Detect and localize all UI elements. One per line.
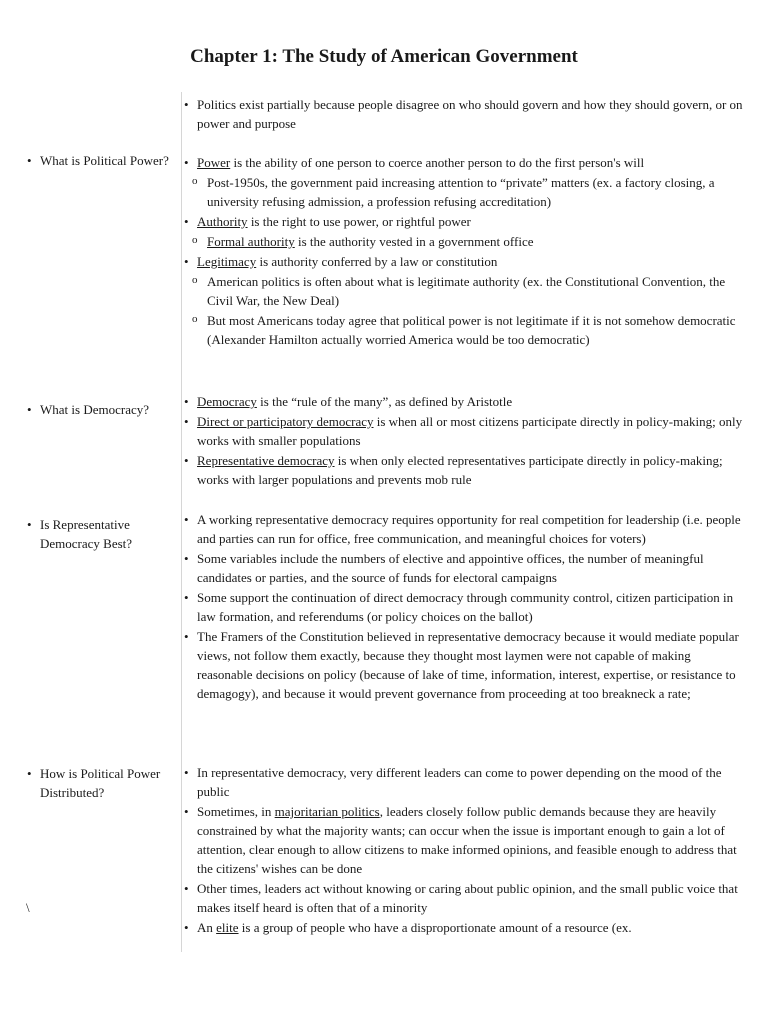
bullet: • The Framers of the Constitution believed in representative democracy because it would mediate popular views, not follow them exactly, because they thought most laymen were not capable of making reasonable decisions on policy (because of lake of time, information, interest, expertise, or resistance to demagogy), and because it would prevent governance from proceeding at too breakneck a rate; <box>183 627 743 703</box>
page-title: Chapter 1: The Study of American Government <box>190 46 578 67</box>
question-political-power: • What is Political Power? <box>26 151 176 170</box>
margin-mark: \ <box>26 900 30 915</box>
bullet: • Politics exist partially because people disagree on who should govern and how they should govern, or on power and purpose <box>183 95 743 133</box>
bullet: • In representative democracy, very different leaders can come to power depending on the mood of the public <box>183 763 743 801</box>
notes-section-intro <box>183 95 743 134</box>
sub-bullet: o Formal authority is the authority vested in a government office <box>183 232 743 251</box>
bullet: • Democracy is the “rule of the many”, as defined by Aristotle <box>183 392 743 411</box>
sub-bullet: o American politics is often about what is legitimate authority (ex. the Constitutional Convention, the Civil War, the New Deal) <box>183 272 743 310</box>
question-democracy: • What is Democracy? <box>26 400 176 419</box>
term-democracy: Democracy <box>197 394 257 409</box>
bullet: • Other times, leaders act without knowing or caring about public opinion, and the small public voice that makes itself heard is often that of a minority <box>183 879 743 917</box>
bullet: • An elite is a group of people who have a disproportionate amount of a resource (ex. <box>183 918 743 937</box>
bullet: • Some support the continuation of direct democracy through community control, citizen participation in law formation, and referendums (or policy choices on the ballot) <box>183 588 743 626</box>
sub-bullet: o Post-1950s, the government paid increasing attention to “private” matters (ex. a factory closing, a university refusing admission, a profession refusing accreditation) <box>183 173 743 211</box>
term-legitimacy: Legitimacy <box>197 254 257 269</box>
term-representative-democracy: Representative democracy <box>197 453 335 468</box>
bullet: • Legitimacy is authority conferred by a law or constitution <box>183 252 743 271</box>
column-divider <box>181 92 182 952</box>
bullet: • Authority is the right to use power, or rightful power <box>183 212 743 231</box>
bullet: • Some variables include the numbers of elective and appointive offices, the number of meaningful candidates or parties, and the source of funds for electoral campaigns <box>183 549 743 587</box>
term-majoritarian-politics: majoritarian politics <box>274 804 380 819</box>
bullet: • A working representative democracy requires opportunity for real competition for leadership (i.e. people and parties can run for office, free communication, and meaningful choices for voters) <box>183 510 743 548</box>
notes-section-representative-democracy <box>183 510 743 704</box>
notes-section-democracy <box>183 392 743 490</box>
term-formal-authority: Formal authority <box>207 234 295 249</box>
bullet: • Sometimes, in majoritarian politics, leaders closely follow public demands because they are heavily constrained by what the majority wants; can occur when the issue is important enough to gain a lot of attention, clear enough to allow citizens to make informed opinions, and feasible enough to address that the citizens' wishes can be done <box>183 802 743 878</box>
bullet: • Representative democracy is when only elected representatives participate directly in policy-making; works with larger populations and prevents mob rule <box>183 451 743 489</box>
term-power: Power <box>197 155 231 170</box>
term-elite: elite <box>216 920 239 935</box>
bullet: • Power is the ability of one person to coerce another person to do the first person's will <box>183 153 743 172</box>
sub-bullet: o But most Americans today agree that political power is not legitimate if it is not somehow democratic (Alexander Hamilton actually worried America would be too democratic) <box>183 311 743 349</box>
question-power-distribution: • How is Political Power Distributed? <box>26 764 176 802</box>
term-authority: Authority <box>197 214 248 229</box>
bullet: • Direct or participatory democracy is when all or most citizens participate directly in policy-making; only works with smaller populations <box>183 412 743 450</box>
question-representative-democracy: • Is Representative Democracy Best? <box>26 515 176 553</box>
notes-section-political-power <box>183 153 743 350</box>
term-direct-democracy: Direct or participatory democracy <box>197 414 374 429</box>
notes-section-power-distribution <box>183 763 743 938</box>
